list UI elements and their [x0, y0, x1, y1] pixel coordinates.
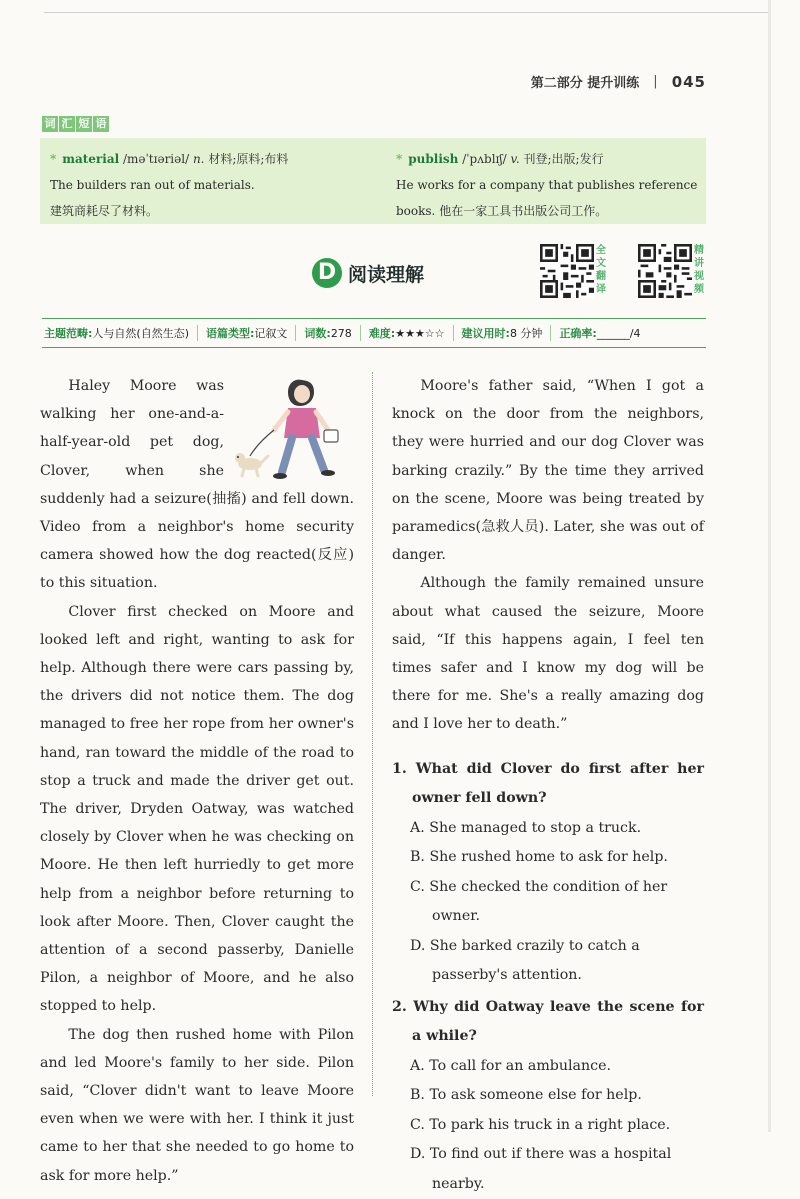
- qr-label-video: [694, 244, 706, 296]
- info-suggested-time: 建议用时:8 分钟: [454, 325, 552, 341]
- answer-option[interactable]: B. She rushed home to ask for help.: [410, 849, 668, 866]
- top-rule: [44, 12, 770, 13]
- qr-label-char: 翻: [596, 271, 606, 282]
- illustration-float-space: [224, 372, 354, 484]
- vocab-example-en: He works for a company that publishes reference: [396, 178, 698, 192]
- answer-option[interactable]: D. She barked crazily to catch a passerby's attention.: [410, 937, 640, 984]
- vocab-headword-line: [396, 146, 702, 172]
- vocab-pron: /ˈpʌblɪʃ/: [462, 152, 507, 166]
- vocab-tag-char: 语: [93, 116, 109, 132]
- info-difficulty: 难度:★★★☆☆: [361, 325, 454, 341]
- part-label: 第二部分 提升训练: [530, 76, 640, 91]
- vocab-example-en: The builders ran out of materials.: [50, 178, 255, 192]
- star-icon: *: [396, 152, 403, 166]
- info-genre: 语篇类型:记叙文: [198, 325, 296, 341]
- vocab-word: publish: [408, 152, 459, 166]
- qr-code-icon: [638, 244, 692, 298]
- vocab-word: material: [62, 152, 120, 166]
- qr-label-char: 视: [694, 271, 704, 282]
- question-2: [392, 993, 704, 1199]
- qr-label-translation: [596, 244, 608, 296]
- page-number: 045: [671, 72, 706, 91]
- info-topic: 主题范畴:人与自然(自然生态): [42, 325, 198, 341]
- vocab-tag-char: 短: [76, 116, 92, 132]
- vocab-entry: [396, 146, 702, 224]
- qr-label-char: 讲: [694, 258, 704, 269]
- vocab-box: [40, 138, 706, 224]
- star-icon: *: [50, 152, 57, 166]
- passage-paragraph-1: Haley Moore was walking her one-and-a-half-year-old pet dog, Clover, when she suddenly had a seizure(抽搐) and fell down. Video from a neighbor's home security camera showed how the dog reacted(反应) to this situation.: [40, 372, 354, 598]
- section-title: [312, 258, 424, 288]
- question-stem: 1. What did Clover do first after her owner fell down?: [392, 760, 704, 807]
- passage-paragraph-5: Although the family remained unsure about what caused the seizure, Moore said, “If this happens again, I feel ten times safer and I know my dog will be there for me. She's a really amazing dog and I love her to death.”: [392, 575, 704, 733]
- passage-paragraph-3: The dog then rushed home with Pilon and led Moore's family to her side. Pilon said, “Clover didn't want to leave Moore even when we were with her. I think it just came to her that she needed to go home to ask for more help.”: [40, 1026, 354, 1184]
- vocab-tag-char: 汇: [59, 116, 75, 132]
- vocab-meaning: 材料;原料;布料: [208, 152, 289, 166]
- qr-code-icon: [540, 244, 594, 298]
- vocab-pos: n.: [192, 152, 205, 166]
- vocab-headword-line: [50, 146, 350, 172]
- vocab-entry: [50, 146, 350, 224]
- passage-info-bar: [42, 318, 706, 348]
- qr-label-char: 文: [596, 258, 606, 269]
- section-name: 阅读理解: [348, 263, 425, 286]
- answer-option[interactable]: B. To ask someone else for help.: [410, 1087, 642, 1104]
- running-header: [531, 72, 706, 91]
- info-accuracy: 正确率:______/4: [559, 327, 641, 340]
- answer-option[interactable]: C. To park his truck in a right place.: [410, 1116, 671, 1133]
- passage-column-right: [392, 372, 704, 1199]
- column-divider: [372, 372, 373, 1096]
- qr-label-char: 精: [694, 245, 704, 256]
- answer-option[interactable]: A. She managed to stop a truck.: [410, 819, 642, 836]
- vocab-tag-char: 词: [42, 116, 58, 132]
- question-stem: 2. Why did Oatway leave the scene for a while?: [392, 998, 704, 1045]
- vocab-example-cn: 建筑商耗尽了材料。: [50, 204, 159, 218]
- qr-label-char: 频: [694, 284, 704, 295]
- question-1: [392, 755, 704, 991]
- answer-option[interactable]: A. To call for an ambulance.: [410, 1057, 611, 1074]
- vocab-example-cn: books. 他在一家工具书出版公司工作。: [396, 204, 608, 218]
- vocab-tag: [42, 116, 109, 132]
- answer-option[interactable]: C. She checked the condition of her owner.: [410, 878, 668, 925]
- vocab-meaning: 刊登;出版;发行: [523, 152, 604, 166]
- section-letter-badge: D: [312, 258, 342, 288]
- qr-code-video[interactable]: [638, 244, 692, 298]
- header-separator: |: [653, 74, 658, 89]
- vocab-pos: v.: [510, 152, 520, 166]
- vocab-pron: /məˈtɪəriəl/: [122, 152, 190, 166]
- info-word-count: 词数:278: [296, 325, 360, 341]
- page-edge: [768, 0, 771, 1132]
- passage-column-left: [40, 372, 354, 1190]
- qr-label-char: 全: [596, 245, 606, 256]
- passage-paragraph-4: Moore's father said, “When I got a knock on the door from the neighbors, they were hurried and our dog Clover was barking crazily.” By the time they arrived on the scene, Moore was being treated by paramedics(急救人员). Later, she was out of danger.: [392, 378, 704, 564]
- qr-label-char: 译: [596, 284, 606, 295]
- answer-option[interactable]: D. To find out if there was a hospital nearby.: [410, 1146, 672, 1192]
- qr-code-translation[interactable]: [540, 244, 594, 298]
- passage-paragraph-2: Clover first checked on Moore and looked left and right, wanting to ask for help. Although there were cars passing by, the drivers did not notice them. The dog managed to free her rope from her owner's hand, ran toward the middle of the road to stop a truck and made the driver get out. The driver, Dryden Oatway, was watched closely by Clover when he was checking on Moore. He then left hurriedly to get more help from a neighbor before returning to look after Moore. Then, Clover caught the attention of a second passerby, Danielle Pilon, a neighbor of Moore, and he also stopped to help.: [40, 603, 354, 1015]
